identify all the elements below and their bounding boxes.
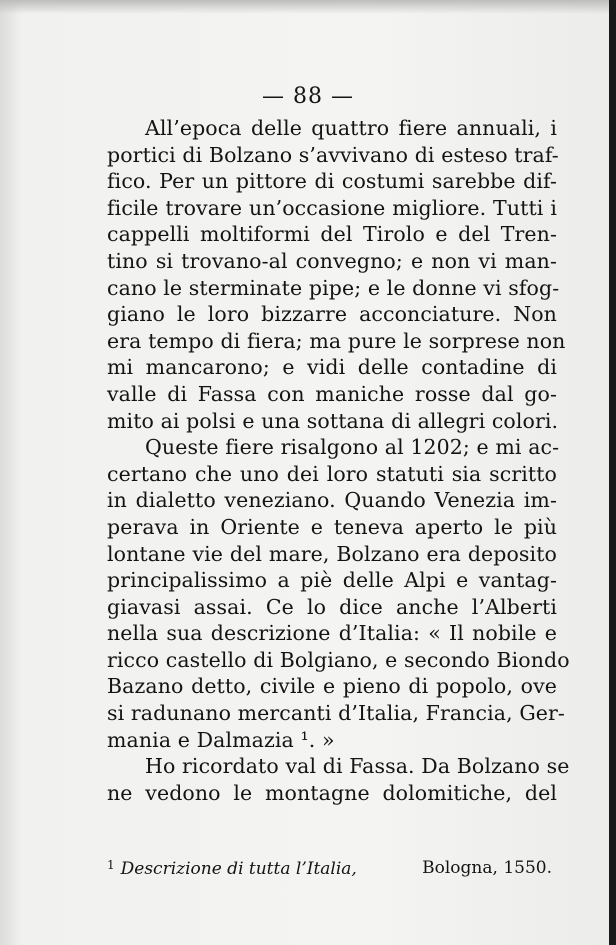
footnote-year: 1550.: [503, 858, 552, 878]
text-line: Ho ricordato val di Fassa. Da Bolzano se: [145, 754, 570, 779]
text-line: certano che uno dei loro statuti sia scritto: [107, 461, 557, 486]
text-line: era tempo di fiera; ma pure le sorprese non: [107, 328, 566, 353]
text-line: fico. Per un pittore di costumi sarebbe dif-: [107, 169, 557, 194]
text-line: lontane vie del mare, Bolzano era deposito: [107, 541, 557, 566]
text-line: All’epoca delle quattro fiere annuali, i: [145, 116, 557, 140]
text-line: giano le loro bizzarre acconciature. Non: [107, 302, 557, 327]
text-line: Bazano detto, civile e pieno di popolo, ove: [107, 674, 557, 699]
text-line: in dialetto veneziano. Quando Venezia im-: [107, 488, 557, 513]
text-line: ricco castello di Bolgiano, e secondo Biondo: [107, 647, 570, 672]
text-line: si radunano mercanti d’Italia, Francia, Ger-: [107, 701, 565, 726]
text-line: Queste fiere risalgono al 1202; e mi ac-: [145, 435, 560, 460]
footnote-marker: 1: [107, 858, 115, 872]
footnote-place: Bologna,: [422, 858, 498, 878]
page-binding-edge: [609, 0, 616, 945]
page-number: — 88 —: [262, 84, 354, 109]
footnote-publication: [422, 858, 552, 879]
text-line: cappelli moltiformi del Tirolo e del Tren-: [107, 222, 557, 247]
text-line: principalissimo a piè delle Alpi e vantag-: [107, 568, 557, 593]
text-line: cano le sterminate pipe; e le donne vi sfog-: [107, 275, 560, 300]
text-line: mito ai polsi e una sottana di allegri colori.: [107, 408, 559, 433]
text-line: portici di Bolzano s’avvivano di esteso traf-: [107, 142, 559, 167]
page-top-shadow: [0, 0, 616, 14]
text-line: valle di Fassa con maniche rosse dal go-: [107, 381, 557, 406]
text-line: mania e Dalmazia ¹. »: [107, 727, 335, 752]
footnote: [107, 858, 552, 879]
text-line: ne vedono le montagne dolomitiche, del: [107, 780, 557, 805]
text-line: ficile trovare un’occasione migliore. Tutti i: [107, 195, 557, 220]
text-line: nella sua descrizione d’Italia: « Il nobile e: [107, 621, 557, 646]
text-line: mi mancarono; e vidi delle contadine di: [107, 355, 557, 380]
text-line: perava in Oriente e teneva aperto le più: [107, 514, 557, 539]
body-text: [107, 115, 570, 806]
footnote-title: Descrizione di tutta l’Italia,: [120, 859, 357, 879]
footnote-citation: [107, 858, 357, 879]
text-line: tino si trovano-al convegno; e non vi man-: [107, 248, 557, 273]
text-line: giavasi assai. Ce lo dice anche l’Alberti: [107, 594, 557, 619]
